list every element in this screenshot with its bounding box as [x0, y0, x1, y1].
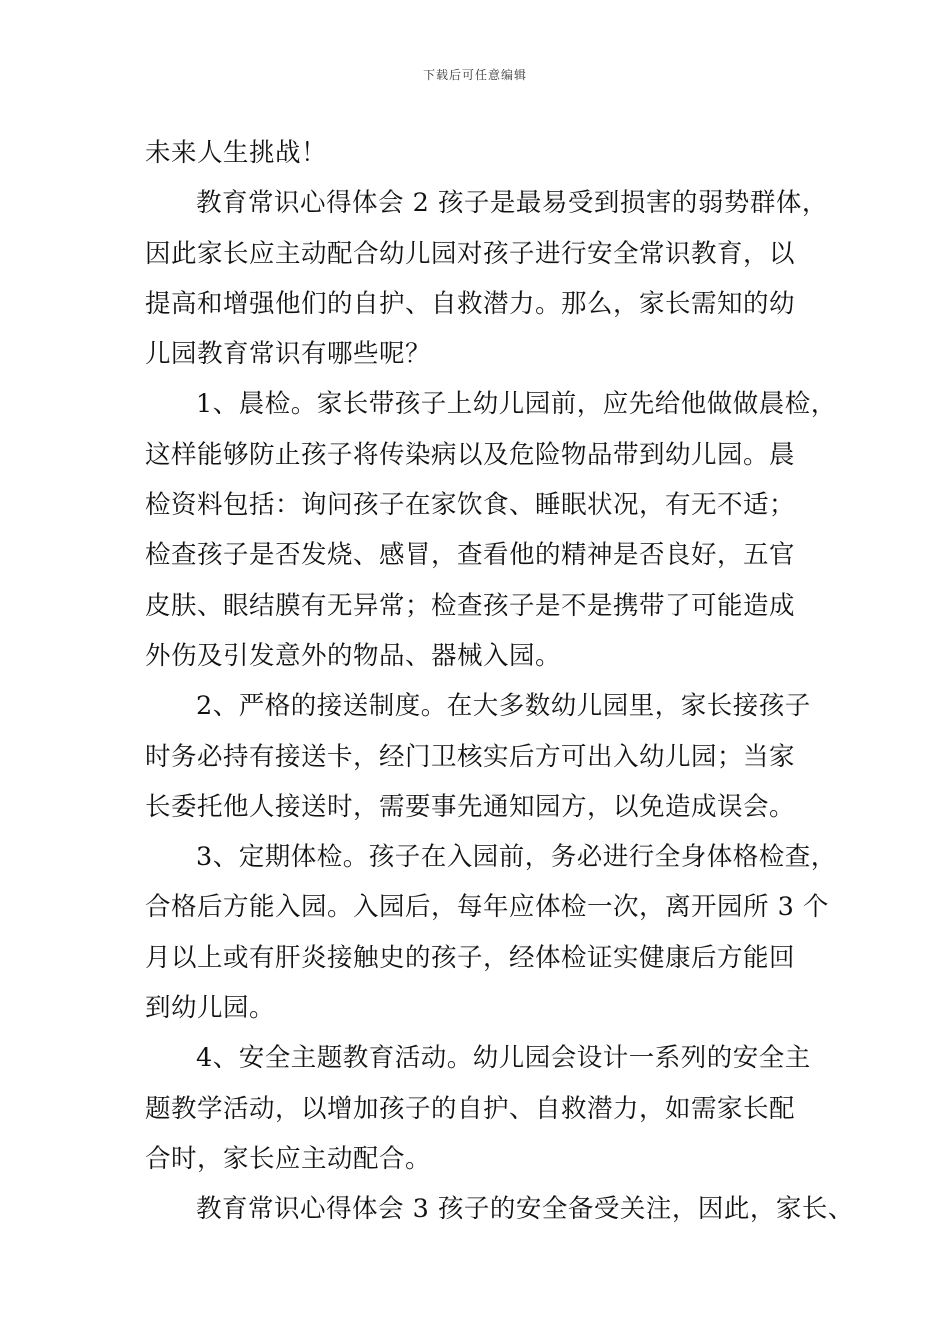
text-line: 2、严格的接送制度。在大多数幼儿园里，家长接孩子: [196, 691, 811, 722]
text-line: 时务必持有接送卡，经门卫核实后方可出入幼儿园；当家: [145, 741, 796, 772]
page-header: 下载后可任意编辑: [422, 68, 527, 82]
text-line: 合时，家长应主动配合。: [145, 1143, 432, 1174]
text-line: 皮肤、眼结膜有无异常；检查孩子是不是携带了可能造成: [145, 590, 796, 621]
document-body: [145, 128, 854, 1235]
paragraph: [145, 1184, 854, 1234]
text-line: 3、定期体检。孩子在入园前，务必进行全身体格检查，: [196, 842, 837, 873]
text-line: 4、安全主题教育活动。幼儿园会设计一系列的安全主: [196, 1043, 811, 1074]
paragraph: [145, 681, 817, 832]
paragraph: [145, 379, 837, 681]
text-line: 教育常识心得体会 3 孩子的安全备受关注，因此，家长、: [196, 1194, 854, 1225]
text-line: 长委托他人接送时，需要事先通知园方，以免造成误会。: [145, 791, 796, 822]
text-line: 外伤及引发意外的物品、器械入园。: [145, 640, 562, 671]
text-line: 教育常识心得体会 2 孩子是最易受到损害的弱势群体，: [196, 188, 828, 219]
text-line: 题教学活动，以增加孩子的自护、自救潜力，如需家长配: [145, 1093, 796, 1124]
text-line: 这样能够防止孩子将传染病以及危险物品带到幼儿园。晨: [145, 439, 796, 470]
paragraph: [145, 128, 817, 178]
text-line: 月以上或有肝炎接触史的孩子，经体检证实健康后方能回: [145, 942, 796, 973]
text-line: 检资料包括：询问孩子在家饮食、睡眠状况，有无不适；: [145, 490, 796, 521]
paragraph: [145, 832, 837, 1033]
text-line: 提高和增强他们的自护、自救潜力。那么，家长需知的幼: [145, 288, 796, 319]
paragraph: [145, 178, 828, 379]
text-line: 因此家长应主动配合幼儿园对孩子进行安全常识教育，以: [145, 238, 796, 269]
text-line: 到幼儿园。: [145, 993, 276, 1024]
text-line: 合格后方能入园。入园后，每年应体检一次，离开园所 3 个: [145, 892, 829, 923]
text-line: 1、晨检。家长带孩子上幼儿园前，应先给他做做晨检，: [196, 389, 837, 420]
text-line: 儿园教育常识有哪些呢？: [145, 339, 432, 370]
text-line: 检查孩子是否发烧、感冒，查看他的精神是否良好，五官: [145, 540, 796, 571]
text-line: 未来人生挑战！: [145, 138, 328, 168]
paragraph: [145, 1033, 817, 1184]
